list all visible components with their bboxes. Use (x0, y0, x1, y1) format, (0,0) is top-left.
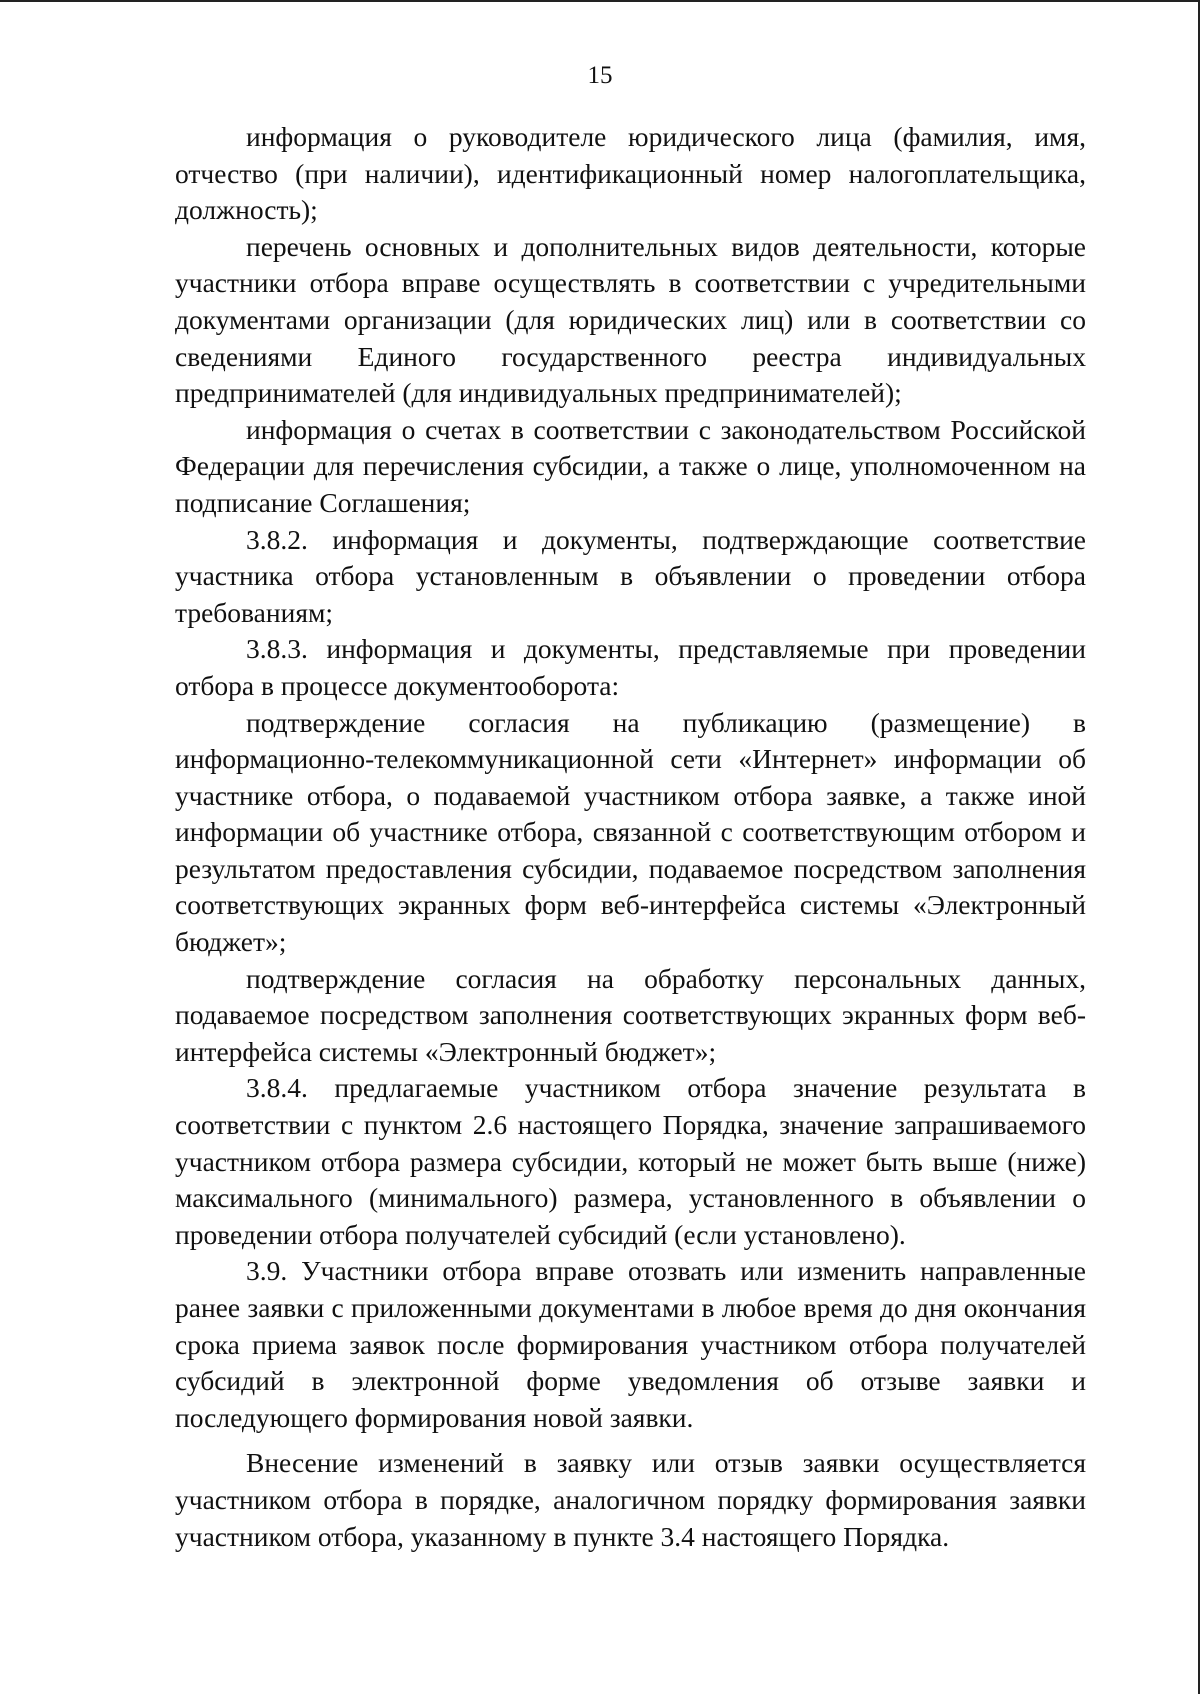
paragraph-accounts-info: информация о счетах в соответствии с законодательством Российской Федерации для перечисления субсидии, а также о лице, уполномоченном на подписание Соглашения; (175, 413, 1086, 518)
paragraph-head-info: информация о руководителе юридического лица (фамилия, имя, отчество (при наличии), идентификационный номер налогоплательщика, должность); (175, 121, 1086, 226)
page-number: 15 (587, 62, 613, 89)
paragraph-3-8-2: 3.8.2. информация и документы, подтверждающие соответствие участника отбора установленным в объявлении о проведении отбора требованиям; (175, 523, 1086, 628)
paragraph-3-8-4: 3.8.4. предлагаемые участником отбора значение результата в соответствии с пунктом 2.6 настоящего Порядка, значение запрашиваемого участником отбора размера субсидии, который не может быть выше (ниже) максимального (минимального) размера, установленного в объявлении о проведении отбора получателей субсидий (если установлено). (175, 1072, 1086, 1250)
paragraph-activity-list: перечень основных и дополнительных видов деятельности, которые участники отбора вправе осуществлять в соответствии с учредительными документами организации (для юридических лиц) или в соответствии со сведениями Единого государственного реестра индивидуальных предпринимателей (для индивидуальных предпринимателей); (175, 230, 1086, 409)
document-body (175, 119, 1086, 1555)
paragraph-personal-data-consent: подтверждение согласия на обработку персональных данных, подаваемое посредством заполнения соответствующих экранных форм веб-интерфейса системы «Электронный бюджет»; (175, 962, 1086, 1067)
paragraph-publication-consent: подтверждение согласия на публикацию (размещение) в информационно-телекоммуникационной сети «Интернет» информации об участнике отбора, о подаваемой участником отбора заявке, а также иной информации об участнике отбора, связанной с соответствующим отбором и результатом предоставления субсидии, подаваемое посредством заполнения соответствующих экранных форм веб-интерфейса системы «Электронный бюджет»; (175, 706, 1086, 958)
paragraph-3-8-3: 3.8.3. информация и документы, представляемые при проведении отбора в процессе документооборота: (175, 633, 1086, 701)
paragraph-3-9: 3.9. Участники отбора вправе отозвать или изменить направленные ранее заявки с приложенными документами в любое время до дня окончания срока приема заявок после формирования участником отбора получателей субсидий в электронной форме уведомления об отзыве заявки и последующего формирования новой заявки. (175, 1255, 1086, 1433)
paragraph-changes: Внесение изменений в заявку или отзыв заявки осуществляется участником отбора в порядке, аналогичном порядку формирования заявки участником отбора, указанному в пункте 3.4 настоящего Порядка. (175, 1447, 1086, 1552)
